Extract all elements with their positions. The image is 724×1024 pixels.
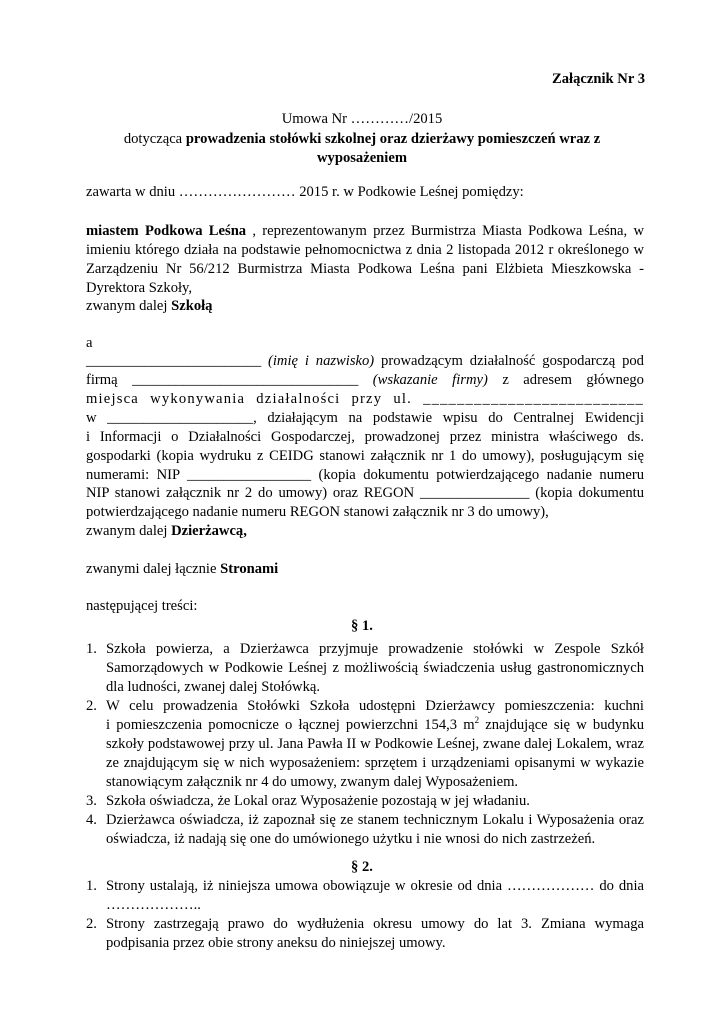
- list-item-number: 2.: [86, 916, 97, 932]
- party2-line: miejsca wykonywania działalności przy ul. __________________________: [86, 391, 644, 407]
- list-item-text: W celu prowadzenia Stołówki Szkoła udostępni Dzierżawcy pomieszczenia: kuchni: [106, 698, 644, 714]
- section-1-heading: § 1.: [351, 618, 373, 634]
- attachment-label: Załącznik Nr 3: [552, 71, 645, 87]
- list-item-number: 1.: [86, 878, 97, 894]
- party2-line: gospodarki (kopia wydruku z CEIDG stanowi załącznik nr 1 do umowy), posługującym się: [86, 448, 644, 464]
- list-item-text: Szkoła oświadcza, że Lokal oraz Wyposażenie pozostają w jej władaniu.: [106, 793, 530, 809]
- list-item-text: oświadcza, iż nadają się one do umówionego użytku i nie wnosi do nich zastrzeżeń.: [106, 831, 596, 847]
- list-item-text: ………………..: [106, 897, 201, 913]
- list-item-text: Strony ustalają, iż niniejsza umowa obowiązuje w okresie od dnia ……………… do dnia: [106, 878, 644, 894]
- list-item-number: 4.: [86, 812, 97, 828]
- party1-line: miastem Podkowa Leśna , reprezentowanym przez Burmistrza Miasta Podkowa Leśna, w: [86, 223, 644, 239]
- list-item-text: dla ludności, zwanej dalej Stołówką.: [106, 679, 320, 695]
- party2-called: zwanym dalej Dzierżawcą,: [86, 523, 247, 539]
- list-item-text: stanowiącym załącznik nr 4 do umowy, zwanym dalej Wyposażeniem.: [106, 774, 519, 790]
- list-item-number: 3.: [86, 793, 97, 809]
- party2-line: firmą _______________________________ (wskazanie firmy) z adresem głównego: [86, 372, 644, 388]
- party2-line: potwierdzającego nadanie numeru REGON stanowi załącznik nr 3 do umowy),: [86, 504, 549, 520]
- concluded-line: zawarta w dniu …………………… 2015 r. w Podkowie Leśnej pomiędzy:: [86, 184, 524, 200]
- party1-called: zwanym dalej Szkołą: [86, 298, 213, 314]
- list-item-number: 1.: [86, 641, 97, 657]
- list-item-text: Strony zastrzegają prawo do wydłużenia okresu umowy do lat 3. Zmiana wymaga: [106, 916, 644, 932]
- party2-line: NIP stanowi załącznik nr 2 do umowy) oraz REGON _______________ (kopia dokumentu: [86, 485, 644, 501]
- list-item-text: Szkoła powierza, a Dzierżawca przyjmuje prowadzenie stołówki w Zespole Szkół: [106, 641, 644, 657]
- parties-together: zwanymi dalej łącznie Stronami: [86, 561, 279, 577]
- party1-line: imieniu którego działa na podstawie pełnomocnictwa z dnia 2 listopada 2012 r określonego w: [86, 242, 644, 258]
- party2-line: i Informacji o Działalności Gospodarczej, prowadzonej przez ministra właściwego ds.: [86, 429, 644, 445]
- following-content: następującej treści:: [86, 598, 198, 614]
- list-item-text: i pomieszczenia pomocnicze o łącznej powierzchni 154,3 $m^2$ znajdujące się w budynku: [106, 715, 644, 733]
- party2-line: ________________________ (imię i nazwisko) prowadzącym działalność gospodarczą pod: [86, 353, 644, 369]
- section-2-heading: § 2.: [351, 859, 373, 875]
- list-item-text: Dzierżawca oświadcza, iż zapoznał się ze stanem technicznym Lokalu i Wyposażenia oraz: [106, 812, 644, 828]
- list-item-text: szkoły podstawowej przy ul. Jana Pawła II w Podkowie Leśnej, zwane dalej Lokalem, wraz: [106, 736, 644, 752]
- agreement-subject-cont: wyposażeniem: [317, 150, 407, 166]
- party1-line: Zarządzeniu Nr 56/212 Burmistrza Miasta Podkowa Leśna pani Elżbieta Mieszkowska -: [86, 261, 644, 277]
- list-item-number: 2.: [86, 698, 97, 714]
- party2-line: numerami: NIP _________________ (kopia dokumentu potwierdzającego nadanie numeru: [86, 467, 644, 483]
- party2-line: w ____________________, działającym na podstawie wpisu do Centralnej Ewidencji: [86, 410, 644, 426]
- list-item-text: podpisania przez obie strony aneksu do niniejszej umowy.: [106, 935, 446, 951]
- agreement-subject: dotycząca prowadzenia stołówki szkolnej oraz dzierżawy pomieszczeń wraz z: [123, 131, 601, 147]
- conjunction-a: a: [86, 335, 93, 351]
- list-item-text: ze znajdującym się w nich wyposażeniem: sprzętem i urządzeniami opisanymi w wykazie: [106, 755, 644, 771]
- list-item-text: Samorządowych w Podkowie Leśnej z możliwością świadczenia usług gastronomicznych: [106, 660, 644, 676]
- agreement-number: Umowa Nr …………/2015: [281, 111, 443, 127]
- party1-line: Dyrektora Szkoły,: [86, 280, 193, 296]
